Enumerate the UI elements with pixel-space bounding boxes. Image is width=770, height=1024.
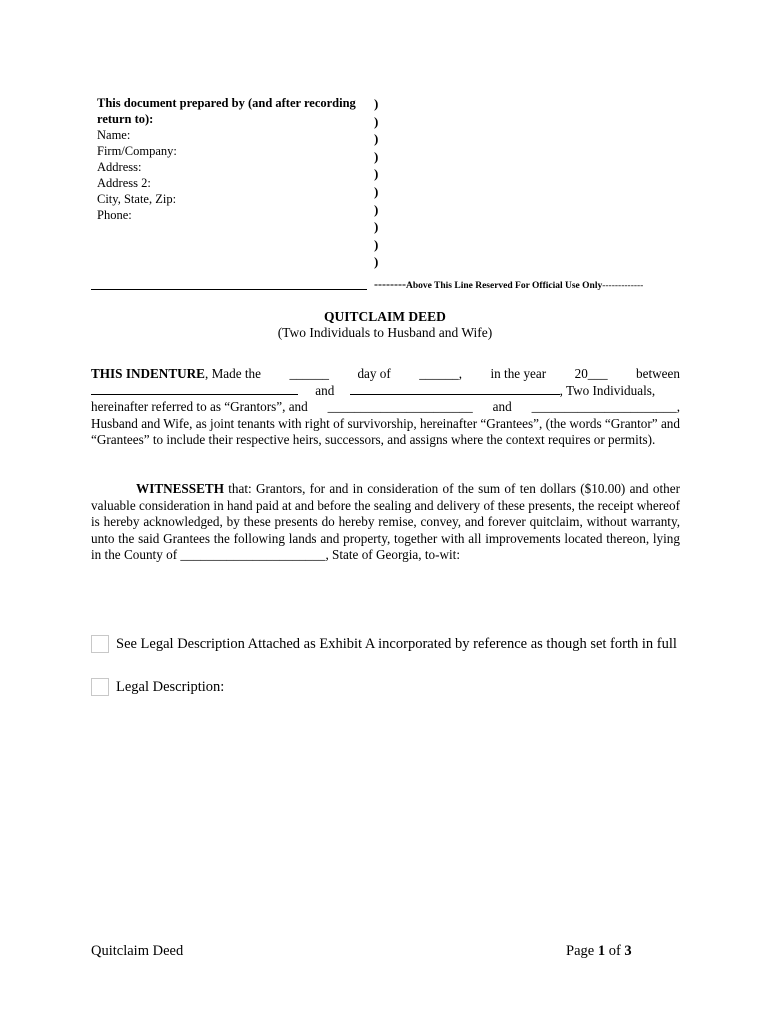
witnesseth-paragraph [91,481,680,564]
indenture-line-3 [91,399,680,416]
grantor-2-blank [350,383,560,395]
reserved-trail-dashes: ------------- [602,281,644,291]
page-total: 3 [624,943,632,959]
document-subtitle: (Two Individuals to Husband and Wife) [277,325,493,340]
exhibit-a-label: See Legal Description Attached as Exhibit A incorporated by reference as though set forth in full [116,636,677,652]
county-blank: ______________________ [180,547,326,563]
made-the-text: , Made the [204,366,261,381]
grantee-1-blank: ______________________ [327,399,473,415]
grantors-text: hereinafter referred to as “Grantors”, and [91,399,308,415]
witnesseth-body-2: , State of Georgia, to-wit: [325,547,460,563]
indenture-line-1 [91,366,680,383]
paren: ) [374,254,379,270]
reserved-text: Above This Line Reserved For Official Use Only [405,281,603,291]
prepared-by-heading-1: This document prepared by (and after recording [97,96,356,110]
paren: ) [374,148,379,164]
year-blank: 20___ [574,366,608,381]
page-indicator [566,943,632,960]
field-address: Address: [97,160,142,174]
prepared-by-heading-2: return to): [97,112,154,126]
witnesseth-body-1: that: Grantors, for and in consideration of the sum of ten dollars ($10.00) and other valuable consideration in hand paid at and before the sealing and delivery of these presents, the receipt whereof is hereby acknowledged, by these presents do hereby remise, convey, and forever quitclaim, without warranty, unto the said Grantees the following lands and property, together with all improvements located thereon, lying in the County of [91,481,680,563]
field-city-state-zip: City, State, Zip: [97,192,177,206]
paren: ) [374,166,379,182]
indenture-rest: Husband and Wife, as joint tenants with right of survivorship, hereinafter “Grantees”, (the words “Grantor” and “Grantees” to include their respective heirs, successors, and assigns where the context requires or permits). [91,415,680,448]
paren: ) [374,236,379,252]
and-text-2: and [492,399,512,415]
blank-day: ______ [289,366,329,381]
document-title: QUITCLAIM DEED [324,309,446,324]
between-text: between [636,366,680,381]
prepared-by-block [97,95,372,223]
paren: ) [374,201,379,217]
field-address-2: Address 2: [97,176,151,190]
grantor-1-blank [91,383,298,395]
blank-month: ______, [419,366,463,381]
indenture-paragraph [91,366,680,449]
indenture-lead: THIS INDENTURE [91,366,205,381]
paren-column [374,95,378,271]
and-text-1: and [315,382,335,398]
paren: ) [374,219,379,235]
paren: ) [374,131,379,147]
header-rule [91,289,367,290]
field-phone: Phone: [97,208,132,222]
day-of-text: day of [357,366,391,381]
field-name: Name: [97,128,131,142]
field-firm: Firm/Company: [97,144,177,158]
grantee-2-blank: ______________________, [531,399,680,415]
paren: ) [374,113,379,129]
in-the-year-text: in the year [490,366,547,381]
of-word: of [608,943,621,959]
reserved-line [374,277,643,292]
witnesseth-lead: WITNESSETH [136,481,224,496]
page-word: Page [566,943,595,959]
reserved-lead-dashes: -------- [374,277,406,291]
paren: ) [374,183,379,199]
legal-description-label: Legal Description: [116,679,225,695]
legal-description-checkbox[interactable] [91,678,109,696]
page-number: 1 [597,943,606,959]
footer-title: Quitclaim Deed [91,943,184,959]
indenture-line-2 [91,383,680,400]
two-individuals-text: , Two Individuals, [559,382,656,398]
paren: ) [374,96,379,111]
